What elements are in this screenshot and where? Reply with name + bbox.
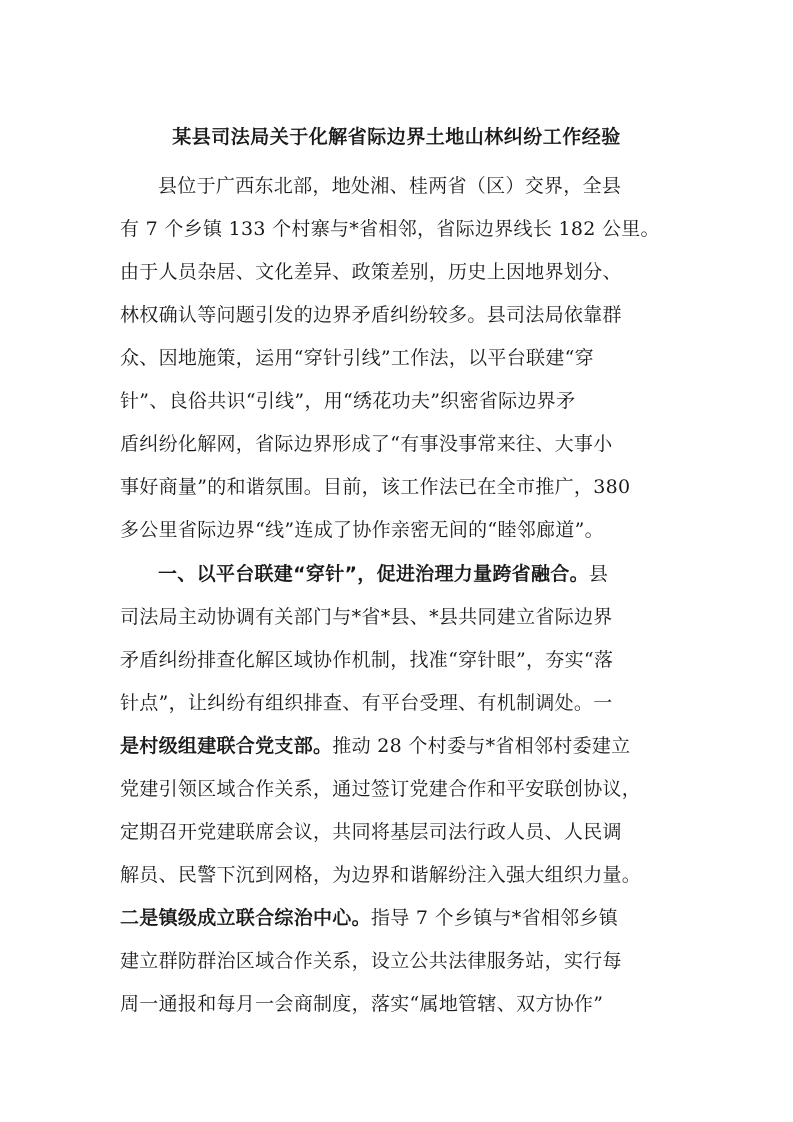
paragraph-line: 司法局主动协调有关部门与*省*县、*县共同建立省际边界: [120, 606, 613, 628]
paragraph-line: 周一通报和每月一会商制度，落实“属地管辖、双方协作”: [120, 993, 604, 1015]
paragraph-line: 有 7 个乡镇 133 个村寨与*省相邻，省际边界线长 182 公里。: [120, 218, 660, 240]
paragraph-line: 林权确认等问题引发的边界矛盾纠纷较多。县司法局依靠群: [120, 304, 622, 326]
paragraph-line: 多公里省际边界“线”连成了协作亲密无间的“睦邻廊道”。: [120, 519, 604, 541]
paragraph-line: 针点”，让纠纷有组织排查、有平台受理、有机制调处。一: [120, 692, 613, 714]
paragraph-line: 党建引领区域合作关系，通过签订党建合作和平安联创协议，: [120, 778, 642, 800]
document-title: 某县司法局关于化解省际边界土地山林纠纷工作经验: [172, 126, 621, 148]
paragraph-line: 建立群防群治区域合作关系，设立公共法律服务站，实行每: [120, 950, 622, 972]
paragraph-line: 解员、民警下沉到网格，为边界和谐解纷注入强大组织力量。: [120, 864, 642, 886]
paragraph-line: 是村级组建联合党支部。推动 28 个村委与*省相邻村委建立: [120, 735, 631, 757]
subheading: 是村级组建联合党支部。: [120, 735, 333, 757]
paragraph-line: 事好商量”的和谐氛围。目前，该工作法已在全市推广，380: [120, 476, 631, 498]
paragraph-line: 定期召开党建联席会议，共同将基层司法行政人员、人民调: [120, 821, 622, 843]
paragraph-line: 盾纠纷化解网，省际边界形成了“有事没事常来往、大事小: [120, 433, 613, 455]
section-heading-line: 一、以平台联建“穿针”，促进治理力量跨省融合。县: [158, 563, 609, 585]
subheading: 二是镇级成立联合综治中心。: [120, 907, 371, 929]
paragraph-line: 矛盾纠纷排查化解区域协作机制，找准“穿针眼”，夯实“落: [120, 649, 614, 671]
paragraph-line: 针”、良俗共识“引线”，用“绣花功夫”织密省际边界矛: [120, 390, 576, 412]
paragraph-line: 由于人员杂居、文化差异、政策差别，历史上因地界划分、: [120, 261, 622, 283]
paragraph-line: 众、因地施策，运用“穿针引线”工作法，以平台联建“穿: [120, 347, 594, 369]
paragraph-line: 县位于广西东北部，地处湘、桂两省（区）交界，全县: [158, 175, 622, 197]
paragraph-line: 二是镇级成立联合综治中心。指导 7 个乡镇与*省相邻乡镇: [120, 907, 619, 929]
section-heading: 一、以平台联建“穿针”，促进治理力量跨省融合。: [158, 563, 589, 585]
